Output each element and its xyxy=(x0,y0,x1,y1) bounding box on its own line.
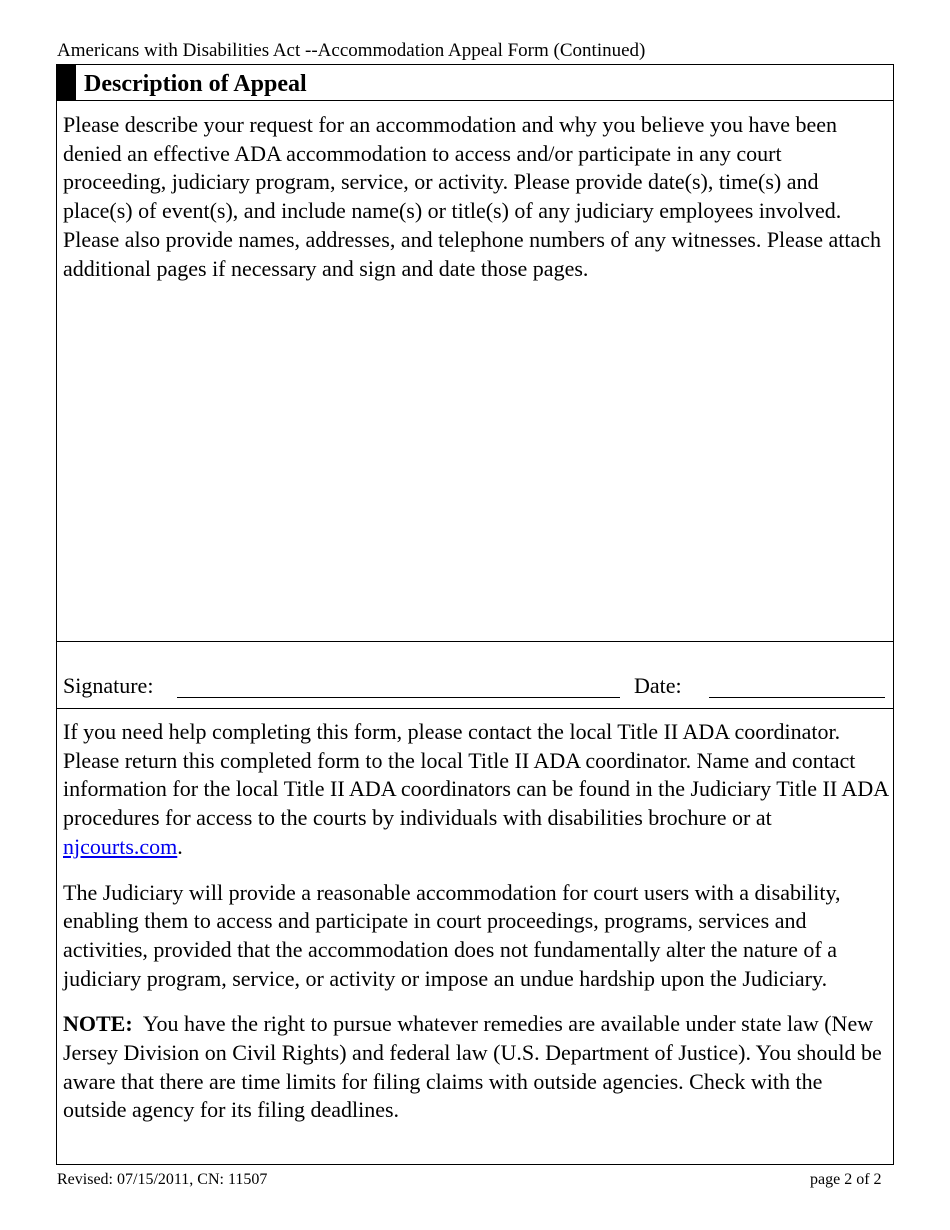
note-label: NOTE: xyxy=(63,1011,133,1037)
help-paragraph-text: If you need help completing this form, please contact the local Title II ADA coordinator. Please return this completed form to the local Title II ADA coordinator. Name and contact information for the local Title II ADA coordinators can be found in the Judiciary Title II ADA procedures for access to the courts by individuals with disabilities brochure or at xyxy=(63,719,888,831)
date-field[interactable] xyxy=(709,697,885,698)
signature-label: Signature: xyxy=(63,673,154,698)
form-title: Americans with Disabilities Act --Accommodation Appeal Form (Continued) xyxy=(57,40,646,61)
page-number: page 2 of 2 xyxy=(810,1171,882,1188)
divider xyxy=(57,708,893,709)
link-suffix: . xyxy=(177,833,183,859)
revision-info: Revised: 07/15/2011, CN: 11507 xyxy=(57,1171,268,1188)
help-section xyxy=(63,718,889,1142)
note-text: You have the right to pursue whatever remedies are available under state law (New Jersey Division on Civil Rights) and federal law (U.S. Department of Justice). You should be aware that there are time limits for filing claims with outside agencies. Check with the outside agency for its filing deadlines. xyxy=(63,1011,882,1123)
njcourts-link[interactable]: njcourts.com xyxy=(63,833,178,859)
appeal-instructions: Please describe your request for an accommodation and why you believe you have been denied an effective ADA accommodation to access and/or participate in any court proceeding, judiciary program, service, or activity. Please provide date(s), time(s) and place(s) of event(s), and include name(s) or title(s) of any judiciary employees involved. Please also provide names, addresses, and telephone numbers of any witnesses. Please attach additional pages if necessary and sign and date those pages. xyxy=(63,112,882,281)
section-title: Description of Appeal xyxy=(84,71,307,97)
note-paragraph xyxy=(63,1010,889,1125)
section-marker xyxy=(57,65,76,100)
appeal-description-area[interactable] xyxy=(57,320,893,640)
signature-field[interactable] xyxy=(177,697,620,698)
help-paragraph xyxy=(63,718,889,862)
appeal-form xyxy=(56,64,894,1165)
date-label: Date: xyxy=(634,673,682,698)
accommodation-paragraph: The Judiciary will provide a reasonable accommodation for court users with a disability, enabling them to access and participate in court proceedings, programs, services and activities, provided that the accommodation does not fundamentally alter the nature of a judiciary program, service, or activity or impose an undue hardship upon the Judiciary. xyxy=(63,879,841,991)
divider xyxy=(57,641,893,642)
section-header xyxy=(57,65,893,101)
